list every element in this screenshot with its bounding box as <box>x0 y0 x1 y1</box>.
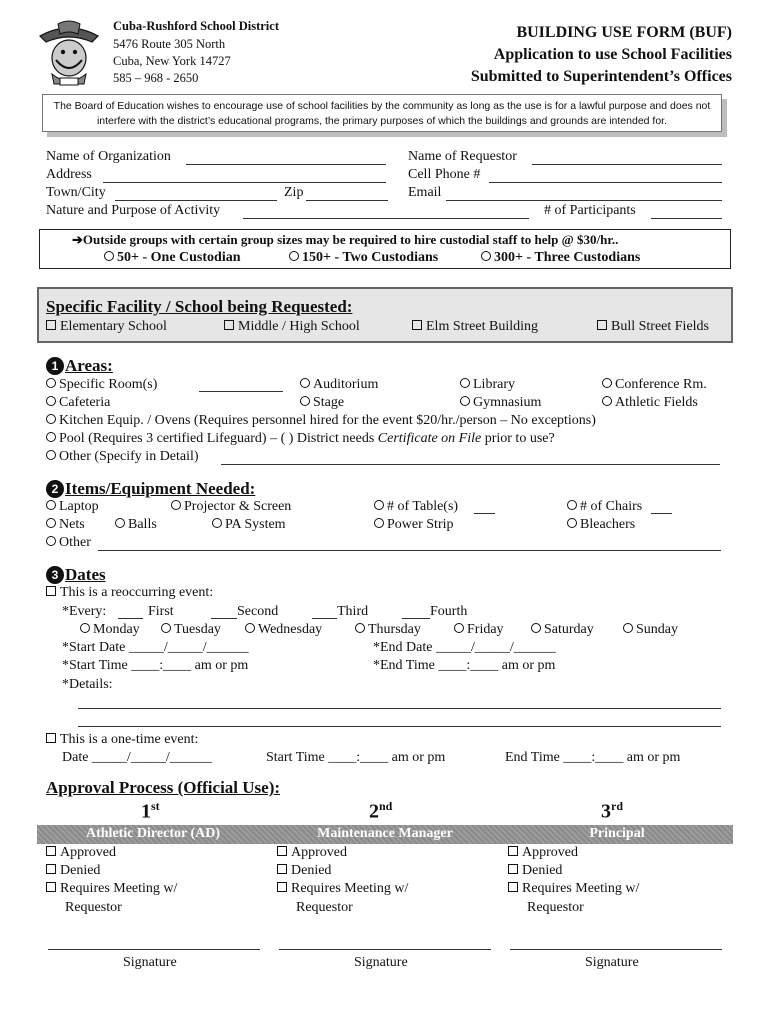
second-field[interactable] <box>211 618 237 619</box>
onetime-label: This is a one-time event: <box>60 732 199 747</box>
area-athletic-fields[interactable] <box>602 395 698 411</box>
details-line-1[interactable] <box>78 708 721 709</box>
principal-meeting[interactable] <box>508 881 639 897</box>
item-power-label: Power Strip <box>387 517 454 532</box>
day-friday-label: Friday <box>467 622 504 637</box>
checkbox-icon[interactable] <box>597 320 607 330</box>
principal-denied[interactable] <box>508 863 562 879</box>
radio-icon[interactable] <box>46 378 56 388</box>
onetime-option[interactable] <box>46 732 198 748</box>
radio-icon[interactable] <box>300 396 310 406</box>
district-address-1: 5476 Route 305 North <box>113 37 226 51</box>
day-tuesday-label: Tuesday <box>174 622 221 637</box>
email-label: Email <box>408 185 442 200</box>
radio-icon[interactable] <box>46 432 56 442</box>
principal-meeting-label: Requires Meeting w/ <box>522 881 640 896</box>
ad-denied[interactable] <box>46 863 100 879</box>
ad-meeting[interactable] <box>46 881 177 897</box>
facility-option-elementary[interactable] <box>46 319 167 335</box>
radio-icon[interactable] <box>161 623 171 633</box>
chairs-field[interactable] <box>651 513 672 514</box>
form-subtitle: Application to use School Facilities <box>493 46 732 63</box>
custodial-text: Outside groups with certain group sizes may be required to hire custodial staff to help @ $30/hr.. <box>82 232 619 247</box>
area-auditorium-label: Auditorium <box>313 377 379 392</box>
mm-approved[interactable] <box>277 845 347 861</box>
fourth-label: Fourth <box>430 604 468 619</box>
mm-denied[interactable] <box>277 863 331 879</box>
item-other-field[interactable] <box>98 550 721 551</box>
mm-denied-label: Denied <box>291 863 332 878</box>
day-wednesday[interactable] <box>245 622 322 638</box>
item-projector[interactable] <box>171 499 291 515</box>
area-gymnasium[interactable] <box>460 395 541 411</box>
area-athletic-label: Athletic Fields <box>615 395 698 410</box>
zip-field[interactable] <box>306 200 388 201</box>
radio-icon[interactable] <box>80 623 90 633</box>
mm-approved-label: Approved <box>291 845 347 860</box>
checkbox-icon[interactable] <box>277 882 287 892</box>
district-phone: 585 – 968 - 2650 <box>113 71 199 85</box>
radio-icon[interactable] <box>567 518 577 528</box>
radio-icon[interactable] <box>374 518 384 528</box>
items-title <box>46 479 255 499</box>
start-time-field[interactable]: *Start Time ____:____ am or pm <box>62 658 249 673</box>
approval-step-1-number: 1 <box>141 800 151 823</box>
item-laptop[interactable] <box>46 499 99 515</box>
ad-requestor: Requestor <box>65 900 122 915</box>
checkbox-icon[interactable] <box>46 320 56 330</box>
custodial-option-3-label: 300+ - Three Custodians <box>494 250 641 265</box>
area-stage[interactable] <box>300 395 344 411</box>
approval-step-3-suffix: rd <box>611 799 623 813</box>
radio-icon[interactable] <box>374 500 384 510</box>
district-name: Cuba-Rushford School District <box>113 19 279 33</box>
ad-signature-label: Signature <box>123 955 177 970</box>
number-2-icon: 2 <box>46 480 64 498</box>
facility-elm-street-label: Elm Street Building <box>426 319 538 334</box>
area-library[interactable] <box>460 377 515 393</box>
radio-icon[interactable] <box>46 518 56 528</box>
approval-step-2-suffix: nd <box>379 799 393 813</box>
item-other[interactable] <box>46 535 91 551</box>
radio-icon[interactable] <box>460 396 470 406</box>
radio-icon[interactable] <box>602 396 612 406</box>
third-label: Third <box>337 604 369 619</box>
areas-title-text: Areas: <box>65 356 113 375</box>
day-monday[interactable] <box>80 622 140 638</box>
zip-label: Zip <box>284 185 304 200</box>
checkbox-icon[interactable] <box>277 864 287 874</box>
facility-option-elm-street[interactable] <box>412 319 538 335</box>
number-1-icon: 1 <box>46 357 64 375</box>
radio-icon[interactable] <box>454 623 464 633</box>
specific-room-field[interactable] <box>199 391 283 392</box>
item-other-label: Other <box>59 535 91 550</box>
end-date-field[interactable]: *End Date _____/_____/______ <box>373 640 556 655</box>
first-label: First <box>148 604 174 619</box>
radio-icon[interactable] <box>300 378 310 388</box>
requestor-label: Name of Requestor <box>408 149 517 164</box>
email-field[interactable] <box>446 200 722 201</box>
ad-denied-label: Denied <box>60 863 101 878</box>
mm-signature-label: Signature <box>354 955 408 970</box>
radio-icon[interactable] <box>460 378 470 388</box>
checkbox-icon[interactable] <box>46 846 56 856</box>
mm-meeting-label: Requires Meeting w/ <box>291 881 409 896</box>
day-sunday[interactable] <box>623 622 678 638</box>
custodial-option-2[interactable] <box>289 250 438 266</box>
item-chairs[interactable] <box>567 499 642 515</box>
notice-line-1: The Board of Education wishes to encourage use of school facilities by the community as long as the use is for a lawful purpose and does not <box>53 100 711 112</box>
checkbox-icon[interactable] <box>508 846 518 856</box>
onetime-end-field[interactable]: End Time ____:____ am or pm <box>505 750 681 765</box>
area-stage-label: Stage <box>313 395 345 410</box>
notice-line-2: interfere with the district’s educational programs, the primary purposes of which the buildings and grounds are intended for. <box>96 115 668 127</box>
radio-icon[interactable] <box>212 518 222 528</box>
day-friday[interactable] <box>454 622 504 638</box>
area-pool[interactable] <box>46 431 555 447</box>
checkbox-icon[interactable] <box>508 864 518 874</box>
checkbox-icon[interactable] <box>46 733 56 743</box>
dates-title <box>46 565 106 585</box>
arrow-right-icon: ➔ <box>72 232 83 247</box>
mm-meeting[interactable] <box>277 881 408 897</box>
radio-icon[interactable] <box>481 251 491 261</box>
approval-step-2-number: 2 <box>369 800 379 823</box>
radio-icon[interactable] <box>46 500 56 510</box>
checkbox-icon[interactable] <box>508 882 518 892</box>
custodial-option-2-label: 150+ - Two Custodians <box>302 250 439 265</box>
ad-signature-line[interactable] <box>48 949 260 950</box>
maintenance-manager-header: Maintenance Manager <box>317 826 453 841</box>
radio-icon[interactable] <box>171 500 181 510</box>
custodial-option-1[interactable] <box>104 250 241 266</box>
details-line-2[interactable] <box>78 726 721 727</box>
ad-meeting-label: Requires Meeting w/ <box>60 881 178 896</box>
facility-option-middle-high[interactable] <box>224 319 360 335</box>
address-field[interactable] <box>103 182 386 183</box>
area-kitchen[interactable] <box>46 413 596 429</box>
item-balls-label: Balls <box>128 517 157 532</box>
onetime-date-field[interactable]: Date _____/_____/______ <box>62 750 212 765</box>
area-kitchen-label: Kitchen Equip. / Ovens (Requires personnel hired for the event $20/hr./person – No exceptions) <box>59 413 596 428</box>
second-label: Second <box>237 604 279 619</box>
item-power[interactable] <box>374 517 454 533</box>
requestor-field[interactable] <box>532 164 722 165</box>
item-projector-label: Projector & Screen <box>184 499 292 514</box>
approval-step-1 <box>141 799 160 824</box>
dates-title-text: Dates <box>65 565 106 584</box>
tables-field[interactable] <box>474 513 495 514</box>
item-nets-label: Nets <box>59 517 85 532</box>
facility-bull-street-label: Bull Street Fields <box>611 319 709 334</box>
radio-icon[interactable] <box>531 623 541 633</box>
ad-approved-label: Approved <box>60 845 116 860</box>
day-thursday-label: Thursday <box>368 622 421 637</box>
recurring-option[interactable] <box>46 585 213 601</box>
principal-signature-line[interactable] <box>510 949 722 950</box>
area-specific-label: Specific Room(s) <box>59 377 158 392</box>
approval-title: Approval Process (Official Use): <box>46 778 281 797</box>
day-saturday[interactable] <box>531 622 594 638</box>
custodial-option-3[interactable] <box>481 250 640 266</box>
recurring-label: This is a reoccurring event: <box>60 585 214 600</box>
facility-title: Specific Facility / School being Requested: <box>46 297 353 316</box>
item-laptop-label: Laptop <box>59 499 99 514</box>
first-field[interactable] <box>118 618 143 619</box>
number-3-icon: 3 <box>46 566 64 584</box>
radio-icon[interactable] <box>104 251 114 261</box>
address-label: Address <box>46 167 92 182</box>
radio-icon[interactable] <box>245 623 255 633</box>
items-title-text: Items/Equipment Needed: <box>65 479 256 498</box>
day-thursday[interactable] <box>355 622 421 638</box>
custodial-notice <box>72 232 618 248</box>
certificate-on-file-text: Certificate on File <box>377 431 482 446</box>
org-label: Name of Organization <box>46 149 171 164</box>
district-logo <box>36 18 102 88</box>
radio-icon[interactable] <box>355 623 365 633</box>
item-bleachers[interactable] <box>567 517 635 533</box>
cell-label: Cell Phone # <box>408 167 481 182</box>
principal-header: Principal <box>589 826 645 841</box>
area-conference-label: Conference Rm. <box>615 377 707 392</box>
radio-icon[interactable] <box>567 500 577 510</box>
participants-field[interactable] <box>651 218 722 219</box>
radio-icon[interactable] <box>602 378 612 388</box>
item-balls[interactable] <box>115 517 157 533</box>
athletic-director-header: Athletic Director (AD) <box>86 826 220 841</box>
checkbox-icon[interactable] <box>412 320 422 330</box>
checkbox-icon[interactable] <box>46 882 56 892</box>
mm-requestor: Requestor <box>296 900 353 915</box>
town-label: Town/City <box>46 185 106 200</box>
every-label: *Every: <box>62 604 107 619</box>
radio-icon[interactable] <box>623 623 633 633</box>
area-cafeteria-label: Cafeteria <box>59 395 111 410</box>
radio-icon[interactable] <box>46 536 56 546</box>
area-conference[interactable] <box>602 377 707 393</box>
cell-field[interactable] <box>489 182 722 183</box>
approval-step-2 <box>369 799 392 824</box>
item-tables[interactable] <box>374 499 458 515</box>
district-address-2: Cuba, New York 14727 <box>113 54 231 68</box>
town-field[interactable] <box>115 200 277 201</box>
area-other-field[interactable] <box>221 464 720 465</box>
principal-requestor: Requestor <box>527 900 584 915</box>
checkbox-icon[interactable] <box>224 320 234 330</box>
area-library-label: Library <box>473 377 515 392</box>
custodial-option-1-label: 50+ - One Custodian <box>117 250 241 265</box>
nature-label: Nature and Purpose of Activity <box>46 203 221 218</box>
areas-title <box>46 356 113 376</box>
facility-elementary-label: Elementary School <box>60 319 167 334</box>
org-field[interactable] <box>186 164 386 165</box>
nature-field[interactable] <box>243 218 529 219</box>
start-date-field[interactable]: *Start Date _____/_____/______ <box>62 640 249 655</box>
principal-denied-label: Denied <box>522 863 563 878</box>
checkbox-icon[interactable] <box>46 864 56 874</box>
area-pool-suffix: prior to use? <box>481 431 555 446</box>
third-field[interactable] <box>312 618 337 619</box>
ad-approved[interactable] <box>46 845 116 861</box>
radio-icon[interactable] <box>115 518 125 528</box>
onetime-start-field[interactable]: Start Time ____:____ am or pm <box>266 750 446 765</box>
item-nets[interactable] <box>46 517 85 533</box>
area-specific-room[interactable] <box>46 377 157 393</box>
approval-step-3 <box>601 799 623 824</box>
item-pa[interactable] <box>212 517 286 533</box>
radio-icon[interactable] <box>289 251 299 261</box>
form-submission: Submitted to Superintendent’s Offices <box>470 68 732 85</box>
approval-step-3-number: 3 <box>601 800 611 823</box>
approval-step-1-suffix: st <box>151 799 160 813</box>
form-title: BUILDING USE FORM (BUF) <box>516 24 732 41</box>
principal-approved-label: Approved <box>522 845 578 860</box>
area-other-label: Other (Specify in Detail) <box>59 449 199 464</box>
checkbox-icon[interactable] <box>277 846 287 856</box>
area-auditorium[interactable] <box>300 377 378 393</box>
area-other[interactable] <box>46 449 199 465</box>
participants-label: # of Participants <box>544 203 636 218</box>
facility-option-bull-street[interactable] <box>597 319 709 335</box>
checkbox-icon[interactable] <box>46 586 56 596</box>
end-time-field[interactable]: *End Time ____:____ am or pm <box>373 658 556 673</box>
item-bleachers-label: Bleachers <box>580 517 636 532</box>
principal-approved[interactable] <box>508 845 578 861</box>
approval-header-bar <box>37 825 733 844</box>
principal-signature-label: Signature <box>585 955 639 970</box>
day-saturday-label: Saturday <box>544 622 594 637</box>
board-notice <box>42 94 722 132</box>
area-gymnasium-label: Gymnasium <box>473 395 542 410</box>
item-tables-label: # of Table(s) <box>387 499 459 514</box>
details-label: *Details: <box>62 677 113 692</box>
day-sunday-label: Sunday <box>636 622 678 637</box>
item-chairs-label: # of Chairs <box>580 499 643 514</box>
day-monday-label: Monday <box>93 622 140 637</box>
day-tuesday[interactable] <box>161 622 221 638</box>
mm-signature-line[interactable] <box>279 949 491 950</box>
area-pool-label: Pool (Requires 3 certified Lifeguard) – ( ) District needs <box>59 431 378 446</box>
day-wednesday-label: Wednesday <box>258 622 323 637</box>
radio-icon[interactable] <box>46 414 56 424</box>
radio-icon[interactable] <box>46 450 56 460</box>
fourth-field[interactable] <box>402 618 430 619</box>
item-pa-label: PA System <box>225 517 286 532</box>
area-cafeteria[interactable] <box>46 395 110 411</box>
radio-icon[interactable] <box>46 396 56 406</box>
facility-middle-high-label: Middle / High School <box>238 319 360 334</box>
